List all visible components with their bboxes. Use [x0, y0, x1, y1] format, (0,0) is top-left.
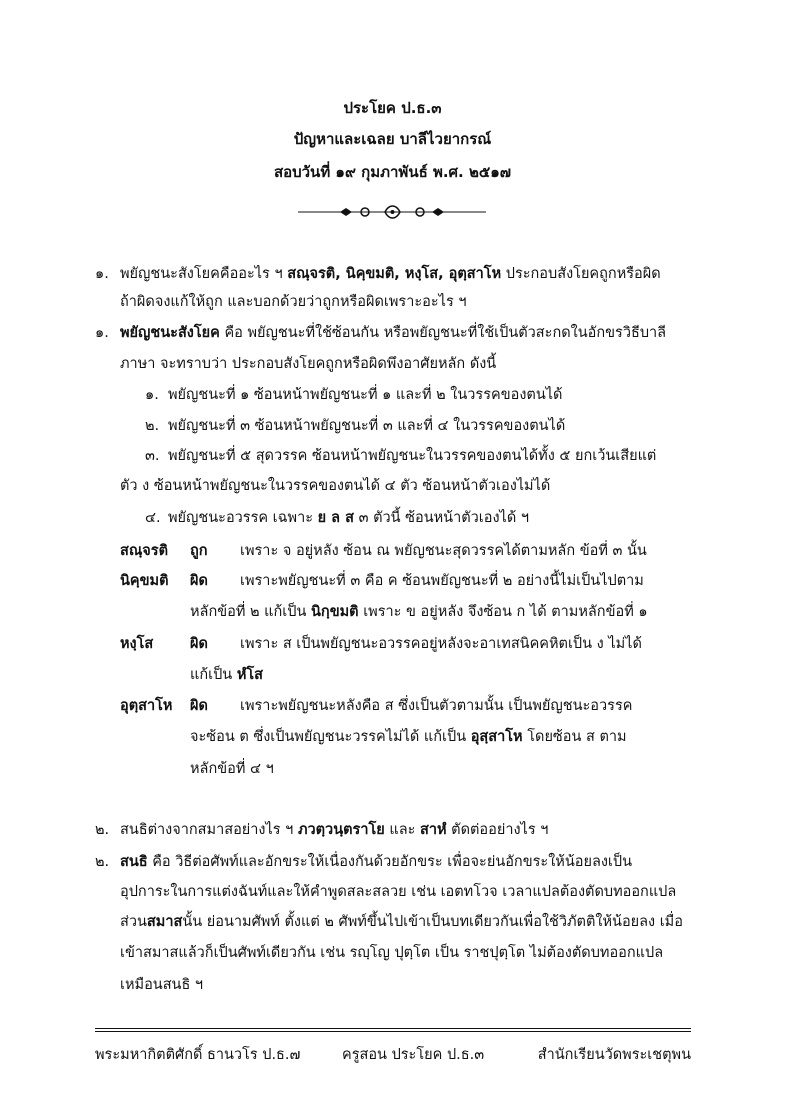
- word-3-fix: [190, 663, 263, 686]
- q2-number: ๒.: [95, 822, 110, 838]
- footer-institution: สำนักเรียนวัดพระเชตุพน: [537, 1047, 691, 1063]
- rule-2-text: พยัญชนะที่ ๓ ซ้อนหน้าพยัญชนะที่ ๓ และที่ ๔ ในวรรคของตนได้: [168, 418, 566, 434]
- word-4-fix-pre: จะซ้อน ต ซึ่งเป็นพยัญชนะวรรคไม่ได้ แก้เป็น: [190, 729, 467, 745]
- word-4-fix-post: โดยซ้อน ส ตาม: [527, 729, 627, 745]
- footer-rule-bottom: [95, 1031, 691, 1032]
- q2-pre: สนธิต่างจากสมาสอย่างไร ฯ: [120, 822, 294, 838]
- q2-mid: และ: [389, 822, 416, 838]
- word-2: นิคฺขมติ: [120, 573, 169, 589]
- a1-term: พยัญชนะสังโยค: [120, 325, 220, 341]
- q1-line-1-pre: พยัญชนะสังโยคคืออะไร ฯ: [120, 266, 283, 282]
- a2-line-3-post: นั้น ย่อนามศัพท์ ตั้งแต่ ๒ ศัพท์ขึ้นไปเข้าเป็นบทเดียวกันเพื่อใช้วิภัตติให้น้อยลง เมื่อ: [182, 914, 683, 930]
- a2-line-2: อุปการะในการแต่งฉันท์และให้คำพูดสละสลวย เช่น เอตทโวจ เวลาแปลต้องตัดบทออกแปล: [120, 884, 677, 900]
- q1-words: สณฺจรติ, นิคฺขมติ, หงฺโส, อุตฺสาโห: [287, 266, 502, 282]
- a2-line-1: [120, 850, 632, 873]
- rule-3-continuation: ตัว ง ซ้อนหน้าพยัญชนะในวรรคของตนได้ ๔ ตัว ซ้อนหน้าตัวเองไม่ได้: [120, 478, 551, 494]
- a1-line-1: [120, 321, 666, 344]
- ornament-divider: [0, 200, 785, 224]
- word-4-fix: [190, 725, 627, 748]
- rule-4-post: ๓ ตัวนี้ ซ้อนหน้าตัวเองได้ ฯ: [358, 510, 530, 526]
- a1-line-2: ภาษา จะทราบว่า ประกอบสังโยคถูกหรือผิดพึงอาศัยหลัก ดังนี้: [120, 356, 497, 372]
- rule-4-number: ๔.: [145, 510, 161, 526]
- rule-4-text: [168, 506, 529, 529]
- header-line-1: ประโยค ป.ธ.๓: [343, 99, 442, 117]
- word-3-verdict: ผิด: [190, 636, 208, 652]
- a2-line-5: เหมือนสนธิ ฯ: [120, 977, 204, 993]
- word-4-reason: เพราะพยัญชนะหลังคือ ส ซึ่งเป็นตัวตามนั้น เป็นพยัญชนะอวรรค: [240, 698, 633, 714]
- rule-3-number: ๓.: [145, 448, 160, 464]
- ornament-icon: [0, 200, 785, 224]
- a2-number: ๒.: [95, 854, 110, 870]
- word-1: สณฺจรติ: [120, 543, 169, 559]
- word-3: หงฺโส: [120, 636, 154, 652]
- q1-line-1: [120, 262, 661, 285]
- word-2-verdict: ผิด: [190, 573, 208, 589]
- q2-line: [120, 818, 548, 841]
- q1-number: ๑.: [95, 266, 109, 282]
- word-4: อุตฺสาโห: [120, 698, 173, 714]
- word-2-reason: เพราะพยัญชนะที่ ๓ คือ ค ซ้อนพยัญชนะที่ ๒ อย่างนี้ไม่เป็นไปตาม: [240, 573, 644, 589]
- a2-line-3-pre: ส่วน: [120, 914, 147, 930]
- q2-word-2: สาหํ: [420, 822, 447, 838]
- footer-role: ครูสอน ประโยค ป.ธ.๓: [342, 1047, 485, 1063]
- q1-line-2: ถ้าผิดจงแก้ให้ถูก และบอกด้วยว่าถูกหรือผิดเพราะอะไร ฯ: [120, 294, 467, 310]
- rule-1-text: พยัญชนะที่ ๑ ซ้อนหน้าพยัญชนะที่ ๑ และที่ ๒ ในวรรคของตนได้: [168, 387, 563, 403]
- word-4-verdict: ผิด: [190, 698, 208, 714]
- word-4-fix-line-3: หลักข้อที่ ๔ ฯ: [190, 761, 274, 777]
- header-line-2: ปัญหาและเฉลย บาลีไวยากรณ์: [293, 130, 492, 148]
- word-2-fix: [190, 600, 648, 623]
- a2-term: สนธิ: [120, 854, 148, 870]
- rule-4-pre: พยัญชนะอวรรค เฉพาะ: [168, 510, 314, 526]
- word-1-verdict: ถูก: [190, 543, 208, 559]
- word-2-fix-pre: หลักข้อที่ ๒ แก้เป็น: [190, 604, 307, 620]
- word-3-corrected: หํโส: [236, 667, 264, 683]
- a2-samasa-term: สมาส: [146, 914, 183, 930]
- word-2-corrected: นิกฺขมติ: [311, 604, 359, 620]
- word-3-reason: เพราะ ส เป็นพยัญชนะอวรรคอยู่หลังจะอาเทสนิคคหิตเป็น ง ไม่ได้: [240, 636, 642, 652]
- rule-2-number: ๒.: [145, 418, 160, 434]
- a2-line-1-rest: คือ วิธีต่อศัพท์และอักขระให้เนื่องกันด้วยอักขระ เพื่อจะย่นอักขระให้น้อยลงเป็น: [152, 854, 632, 870]
- q2-word-1: ภวตฺวนฺตราโย: [297, 822, 385, 838]
- q2-post: ตัดต่ออย่างไร ฯ: [451, 822, 549, 838]
- word-2-fix-post: เพราะ ข อยู่หลัง จึงซ้อน ก ได้ ตามหลักข้อที่ ๑: [363, 604, 648, 620]
- a2-line-4: เข้าสมาสแล้วก็เป็นศัพท์เดียวกัน เช่น รญฺโญ ปุตฺโต เป็น ราชปุตฺโต ไม่ต้องตัดบทออกแปล: [120, 945, 664, 961]
- word-3-fix-pre: แก้เป็น: [190, 667, 233, 683]
- a1-number: ๑.: [95, 325, 109, 341]
- a2-line-3: [120, 910, 683, 933]
- word-1-reason: เพราะ จ อยู่หลัง ซ้อน ณ พยัญชนะสุดวรรคได้ตามหลัก ข้อที่ ๓ นั้น: [240, 543, 647, 559]
- q1-line-1-post: ประกอบสังโยคถูกหรือผิด: [505, 266, 661, 282]
- header-line-3: สอบวันที่ ๑๙ กุมภาพันธ์ พ.ศ. ๒๕๑๗: [273, 163, 512, 181]
- rule-1-number: ๑.: [145, 387, 159, 403]
- footer-author: พระมหากิตติศักดิ์ ธานวโร ป.ธ.๗: [95, 1047, 301, 1063]
- rule-4-letters: ย ล ส: [317, 510, 354, 526]
- a1-line-1-rest: คือ พยัญชนะที่ใช้ซ้อนกัน หรือพยัญชนะที่ใช้เป็นตัวสะกดในอักขรวิธีบาลี: [224, 325, 667, 341]
- footer-rule-top: [95, 1028, 691, 1029]
- rule-3-text: พยัญชนะที่ ๕ สุดวรรค ซ้อนหน้าพยัญชนะในวรรคของตนได้ทั้ง ๕ ยกเว้นเสียแต่: [168, 448, 657, 464]
- word-4-corrected: อุสฺสาโห: [470, 729, 523, 745]
